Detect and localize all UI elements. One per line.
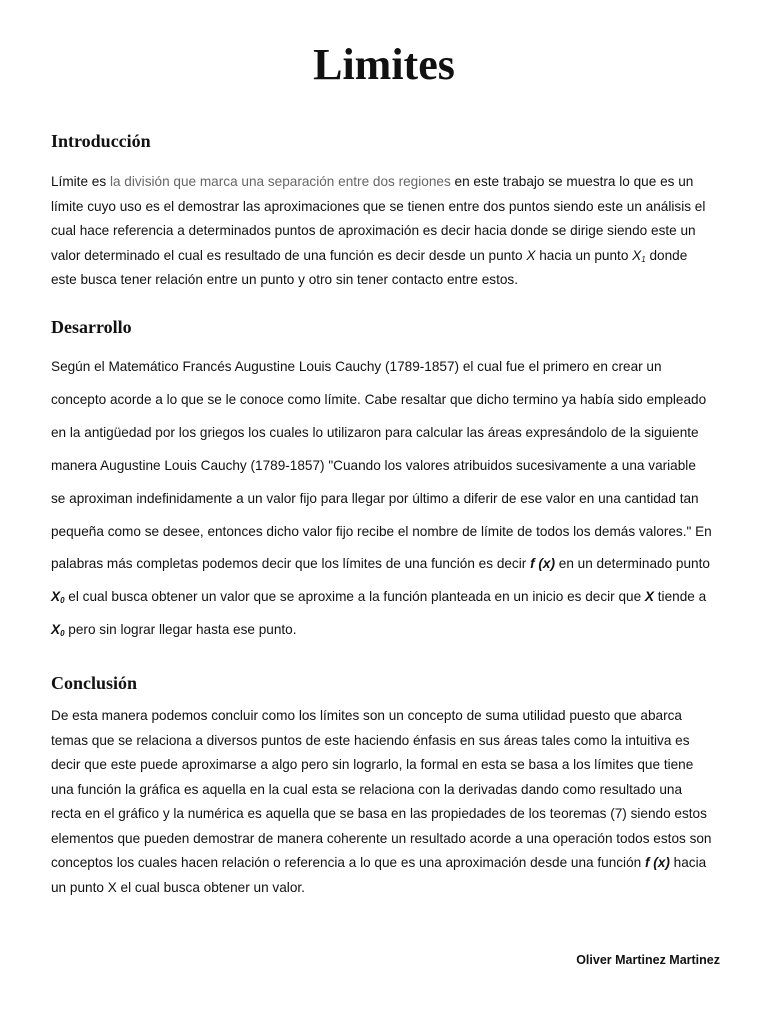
desarrollo-paragraph (51, 351, 713, 647)
conclusion-text-b: hacia un punto X el cual busca obtener un valor. (51, 855, 707, 895)
conclusion-paragraph (51, 704, 713, 900)
desarrollo-text-e: pero sin lograr llegar hasta ese punto. (64, 622, 297, 638)
author-name: Oliver Martinez Martinez (576, 953, 720, 967)
desarrollo-heading: Desarrollo (51, 317, 132, 337)
intro-heading: Introducción (51, 131, 151, 151)
desarrollo-x0-b: $X_0$ (51, 622, 65, 639)
desarrollo-text-d: tiende a (654, 589, 707, 605)
desarrollo-text-a: Según el Matemático Francés Augustine Louis Cauchy (1789-1857) el cual fue el primero en crear un concepto acorde a lo que se le conoce como límite. Cabe resaltar que dicho termino ya había sido empleado en la antigüedad por los griegos los cuales lo utilizaron para calcular las áreas expresándolo de la siguiente manera Augustine Louis Cauchy (1789-1857) "Cuando los valores atribuidos sucesivamente a una variable se aproximan indefinidamente a un valor fijo para llegar por último a diferir de ese valor en una cantidad tan pequeña como se desee, entonces dicho valor fijo recibe el nombre de límite de todos los demás valores." En palabras más completas podemos decir que los límites de una función es decir (51, 359, 712, 572)
page-title: Limites (313, 40, 455, 89)
desarrollo-fx: f (x) (530, 556, 555, 572)
intro-text-a: Límite es (51, 174, 110, 189)
desarrollo-x-var: X (644, 589, 654, 605)
intro-text-b: en este trabajo se muestra lo que es un límite cuyo uso es el demostrar las aproximaciones que se tienen entre dos puntos siendo este un análisis el cual hace referencia a determinados puntos de aproximación es decir hacia donde se dirige siendo este un valor determinado el cual es resultado de una función es decir desde un punto (51, 174, 706, 263)
intro-text-d: donde este busca tener relación entre un punto y otro sin tener contacto entre estos. (51, 247, 688, 287)
intro-text-c: hacia un punto (535, 247, 633, 263)
intro-paragraph (51, 170, 713, 293)
desarrollo-text-b: en un determinado punto (554, 556, 710, 572)
desarrollo-x0-a: $X_0$ (51, 589, 65, 606)
conclusion-fx: f (x) (644, 855, 670, 870)
intro-highlight: la división que marca una separación entre dos regiones (109, 174, 451, 189)
desarrollo-text-c: el cual busca obtener un valor que se aproxime a la función planteada en un inicio es decir que (64, 589, 645, 605)
intro-var-x: X (526, 247, 536, 263)
conclusion-heading: Conclusión (51, 673, 138, 693)
conclusion-text-a: De esta manera podemos concluir como los límites son un concepto de suma utilidad puesto que abarca temas que se relaciona a diversos puntos de este haciendo énfasis en sus áreas tales como la intuitiva es decir que este puede aproximarse a algo pero sin lograrlo, la formal en esta se basa a los límites que tiene una función la gráfica es aquella en la cual esta se relaciona con la derivadas dando como resultado una recta en el gráfico y la numérica es aquella que se basa en las propiedades de los teoremas (7) siendo estos elementos que pueden demostrar de manera coherente un resultado acorde a una operación todos estos son conceptos los cuales hacen relación o referencia a lo que es una aproximación desde una función (51, 708, 712, 870)
intro-var-x1: $X_1$ (632, 247, 646, 264)
